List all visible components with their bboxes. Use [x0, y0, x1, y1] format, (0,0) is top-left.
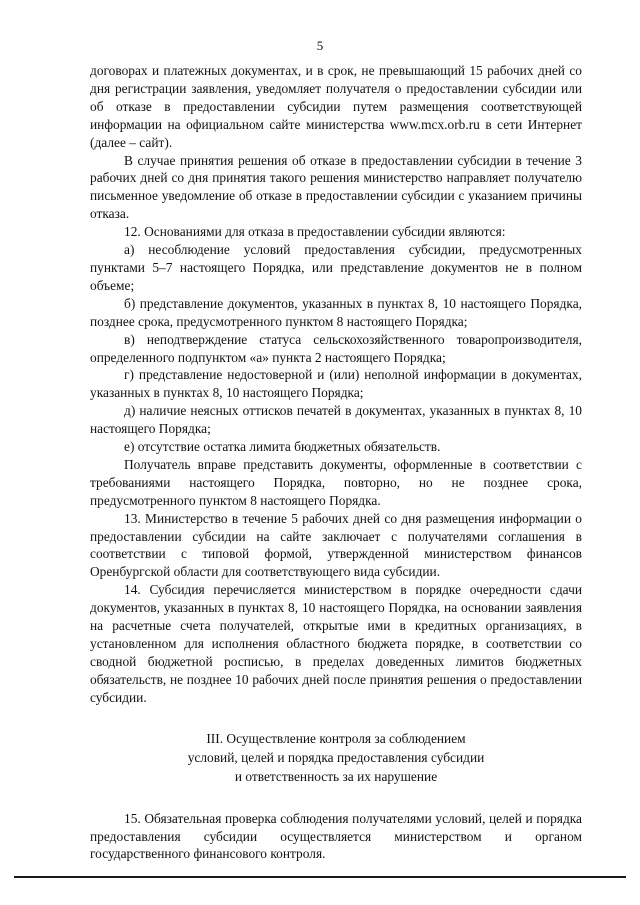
paragraph-item-12b: б) представление документов, указанных в пунктах 8, 10 настоящего Порядка, позднее срока, предусмотренного пунктом 8 настоящего Порядка;	[90, 295, 582, 329]
paragraph-item-12c: в) неподтверждение статуса сельскохозяйственного товаропроизводителя, определенного подпунктом «а» пункта 2 настоящего Порядка;	[90, 331, 582, 365]
paragraph-item-12: 12. Основаниями для отказа в предоставлении субсидии являются:	[124, 224, 506, 240]
paragraph-item-12d: г) представление недостоверной и (или) неполной информации в документах, указанных в пунктах 8, 10 настоящего Порядка;	[90, 367, 582, 401]
section-heading	[90, 729, 582, 786]
paragraph-item-15: 15. Обязательная проверка соблюдения получателями условий, целей и порядка предоставления субсидии осуществляется министерством и органом государственного финансового контроля.	[90, 810, 582, 862]
section-heading-line-3: и ответственность за их нарушение	[234, 768, 438, 784]
paragraph-refusal-notice: В случае принятия решения об отказе в предоставлении субсидии в течение 3 рабочих дней со дня принятия такого решения министерство направляет получателю письменное уведомление об отказе в предоставлении субсидии с указанием причины отказа.	[90, 152, 582, 222]
paragraph-item-12e: д) наличие неясных оттисков печатей в документах, указанных в пунктах 8, 10 настоящего Порядка;	[90, 403, 582, 437]
document-body	[90, 62, 582, 863]
paragraph-item-14: 14. Субсидия перечисляется министерством в порядке очередности сдачи документов, указанных в пунктах 8, 10 настоящего Порядка, на основании заявления на расчетные счета получателей, открытые ими в кредитных организациях, в установленном для исполнения областного бюджета порядке, в соответствии со сводной бюджетной росписью, в пределах доведенных лимитов бюджетных обязательств, не позднее 10 рабочих дней после принятия решения о предоставлении субсидии.	[90, 582, 582, 705]
section-heading-line-2: условий, целей и порядка предоставления субсидии	[187, 749, 485, 765]
paragraph-resubmission: Получатель вправе представить документы, оформленные в соответствии с требованиями настоящего Порядка, повторно, но не позднее срока, предусмотренного пунктом 8 настоящего Порядка.	[90, 456, 582, 508]
section-heading-line-1: III. Осуществление контроля за соблюдением	[206, 730, 466, 746]
bottom-rule	[14, 876, 626, 878]
paragraph-item-12f: е) отсутствие остатка лимита бюджетных обязательств.	[124, 439, 441, 455]
paragraph-continuation: договорах и платежных документах, и в срок, не превышающий 15 рабочих дней со дня регистрации заявления, уведомляет получателя о предоставлении субсидии или об отказе в предоставлении субсидии путем размещения соответствующей информации на официальном сайте министерства www.mcx.orb.ru в сети Интернет (далее – сайт).	[90, 63, 582, 150]
paragraph-item-12a: а) несоблюдение условий предоставления субсидии, предусмотренных пунктами 5–7 настоящего Порядка, или представление документов не в полном объеме;	[90, 242, 582, 293]
page-number: 5	[316, 38, 324, 53]
paragraph-item-13: 13. Министерство в течение 5 рабочих дней со дня размещения информации о предоставлении субсидии на сайте заключает с получателями соглашения в соответствии с типовой формой, утвержденной министерством финансов Оренбургской области для соответствующего вида субсидии.	[90, 510, 582, 580]
